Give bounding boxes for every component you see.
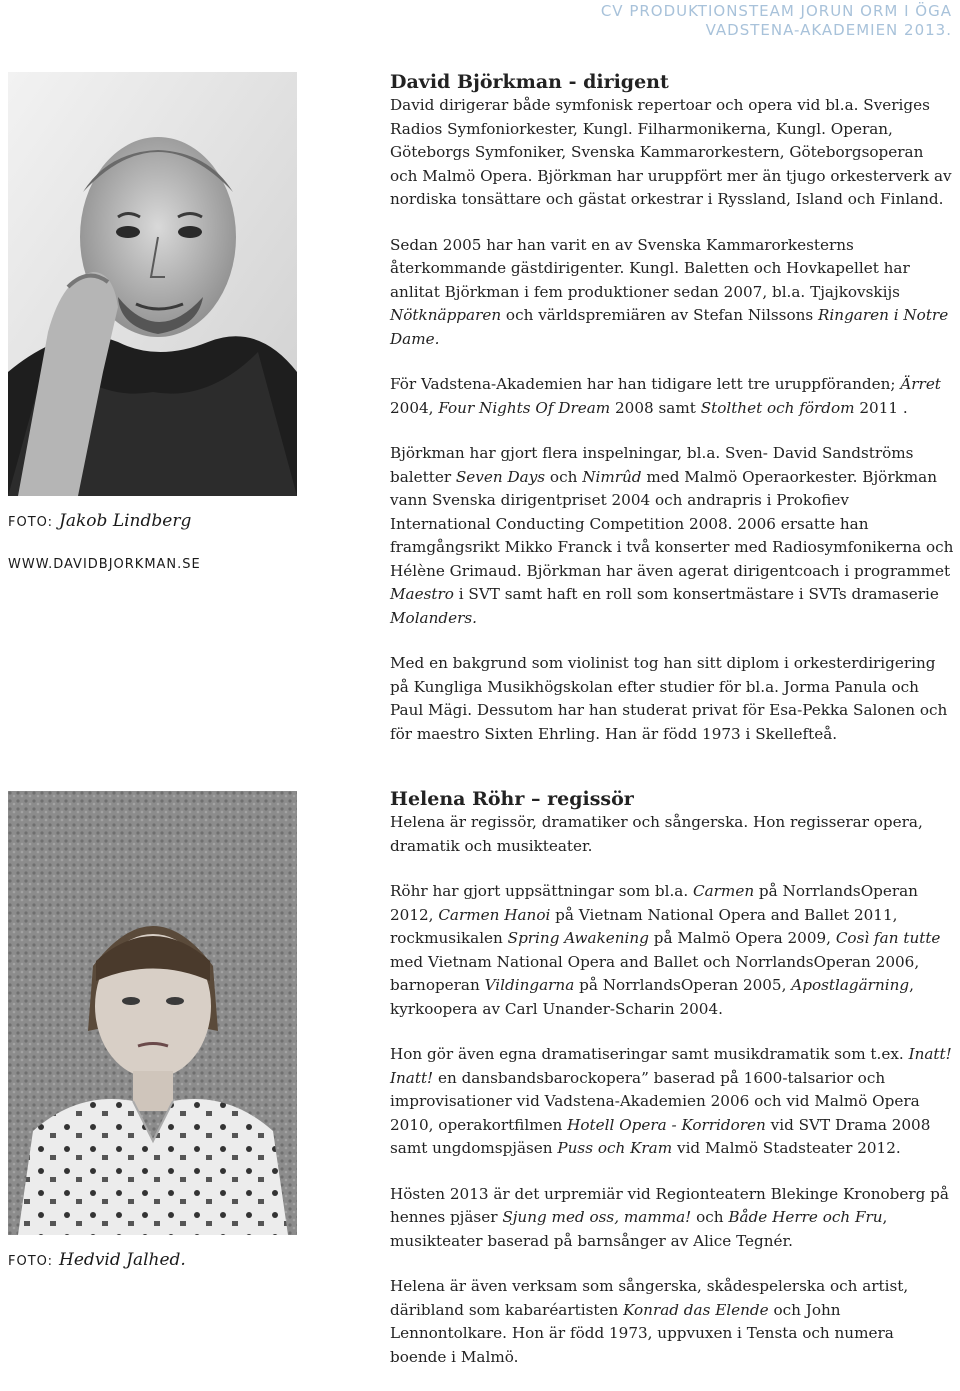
header-line-2: VADSTENA-AKADEMIEN 2013.: [705, 21, 952, 39]
david-bjorkman-portrait: [8, 72, 297, 496]
photo-credit-label: FOTO:: [8, 515, 54, 530]
page-header: [601, 2, 952, 40]
helena-rohr-section: [390, 787, 954, 1391]
paragraph: Hösten 2013 är det urpremiär vid Regionteatern Blekinge Kronoberg på hennes pjäser Sjung med oss, mamma! och Både Herre och Fru, musikteater baserad på barnsånger av Alice Tegnér.: [390, 1184, 949, 1250]
section-heading: Helena Röhr – regissör: [390, 788, 634, 810]
paragraph: Helena är regissör, dramatiker och sångerska. Hon regisserar opera, dramatik och musikteater.: [390, 813, 923, 855]
paragraph: För Vadstena-Akademien har han tidigare lett tre uruppföranden; Ärret 2004, Four Nights Of Dream 2008 samt Stolthet och fördom 2011 .: [390, 375, 941, 417]
david-bjorkman-section: [390, 70, 954, 768]
photo-credit-name: Jakob Lindberg: [59, 511, 192, 531]
paragraph: Sedan 2005 har han varit en av Svenska Kammarorkesterns återkommande gästdirigenter. Kungl. Baletten och Hovkapellet har anlitat Björkman i fem produktioner sedan 2007, bl.a. Tjajkovskijs Nötknäpparen och världspremiären av Stefan Nilssons Ringaren i Notre Dame.: [390, 235, 949, 348]
section-heading: David Björkman - dirigent: [390, 71, 669, 93]
photo-credit-name: Hedvid Jalhed.: [59, 1250, 186, 1270]
photo-credit-david: [8, 511, 191, 531]
paragraph: Med en bakgrund som violinist tog han sitt diplom i orkesterdirigering på Kungliga Musikhögskolan efter studier för bl.a. Jorma Panula och Paul Mägi. Dessutom har han studerat privat för Esa-Pekka Salonen och för maestro Sixten Ehrling. Han är född 1973 i Skellefteå.: [390, 654, 948, 743]
paragraph: Röhr har gjort uppsättningar som bl.a. Carmen på NorrlandsOperan 2012, Carmen Hanoi på Vietnam National Opera and Ballet 2011, rockmusikalen Spring Awakening på Malmö Opera 2009, Così fan tutte med Vietnam National Opera and Ballet och NorrlandsOperan 2006, barnoperan Vildingarna på NorrlandsOperan 2005, Apostlagärning, kyrkoopera av Carl Unander-Scharin 2004.: [390, 882, 941, 1018]
paragraph: Helena är även verksam som sångerska, skådespelerska och artist, däribland som kabaréartisten Konrad das Elende och John Lennontolkare. Hon är född 1973, uppvuxen i Tensta och numera boende i Malmö.: [390, 1277, 909, 1366]
photo-credit-helena: [8, 1250, 186, 1270]
header-line-1: CV PRODUKTIONSTEAM JORUN ORM I ÖGA: [600, 2, 952, 20]
paragraph: Hon gör även egna dramatiseringar samt musikdramatik som t.ex. Inatt! Inatt! en dansbandsbarockopera” baserad på 1600-talsarior och improvisationer vid Vadstena-Akademien 2006 och vid Malmö Opera 2010, operakortfilmen Hotell Opera - Korridoren vid SVT Drama 2008 samt ungdomspjäsen Puss och Kram vid Malmö Stadsteater 2012.: [390, 1045, 952, 1157]
helena-rohr-portrait: [8, 791, 297, 1235]
paragraph: Björkman har gjort flera inspelningar, bl.a. Sven- David Sandströms baletter Seven Days och Nimrûd med Malmö Operaorkester. Björkman vann Svenska dirigentpriset 2004 och andrapris i Prokofiev International Conducting Competition 2008. 2006 ersatte han framgångsrikt Mikko Franck i två konserter med Radiosymfonikerna och Hélène Grimaud. Björkman har även agerat dirigentcoach i programmet Maestro i SVT samt haft en roll som konsertmästare i SVTs dramaserie Molanders.: [390, 444, 954, 627]
website-link[interactable]: WWW.DAVIDBJORKMAN.SE: [8, 557, 201, 572]
paragraph: David dirigerar både symfonisk repertoar och opera vid bl.a. Sveriges Radios Symfoniorkester, Kungl. Filharmonikerna, Kungl. Operan, Göteborgs Symfoniker, Svenska Kammarorkestern, Göteborgsoperan och Malmö Opera. Björkman har uruppfört mer än tjugo orkesterverk av nordiska tonsättare och gästat orkestrar i Ryssland, Island och Finland.: [390, 96, 952, 208]
photo-credit-label: FOTO:: [8, 1254, 54, 1269]
